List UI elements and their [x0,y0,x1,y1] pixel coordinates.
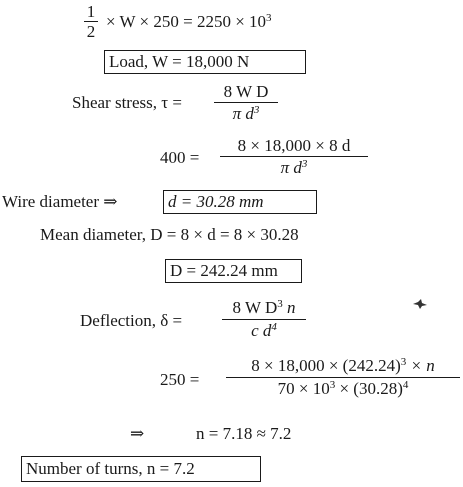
deflection-label: Deflection, δ = [80,311,183,330]
shear-substitution-fraction: 8 × 18,000 × 8 d π $d^3$ [220,136,368,178]
number-of-turns-box: Number of turns, n = 7.2 [21,456,261,482]
shear-substitution-left: 400 = [160,148,200,167]
fraction-numerator: 1 [86,2,96,21]
turns-approx-line: n = 7.18 ≈ 7.2 [196,424,292,443]
scan-speck-mark [412,298,428,310]
half-fraction [84,2,98,42]
shear-stress-label: Shear stress, τ = [72,93,182,112]
deflection-substitution-fraction: $8 \times 18,000 \times (242.24)^3 \times n$ $70 \times 10^3 \times (30.28)^4$ [226,356,460,400]
fraction-denominator: 2 [86,22,96,41]
equation-line-1: × $W \times 250 = 2250 \times 10^3$ [106,12,272,31]
load-result-box: Load, W = 18,000 N [104,50,306,74]
shear-stress-fraction: 8 W D π $d^3$ [214,82,278,124]
deflection-fraction: 8 W $D^3$ n c $d^4$ [222,298,306,342]
mean-diameter-box: D = 242.24 mm [165,259,302,283]
deflection-substitution-left: 250 = [160,370,200,389]
wire-diameter-box: d = 30.28 mm [163,190,317,214]
implies-arrow: ⇒ [130,424,145,443]
wire-diameter-label: Wire diameter ⇒ [2,192,118,211]
mean-diameter-line: Mean diameter, D = 8 × d = 8 × 30.28 [40,225,299,244]
